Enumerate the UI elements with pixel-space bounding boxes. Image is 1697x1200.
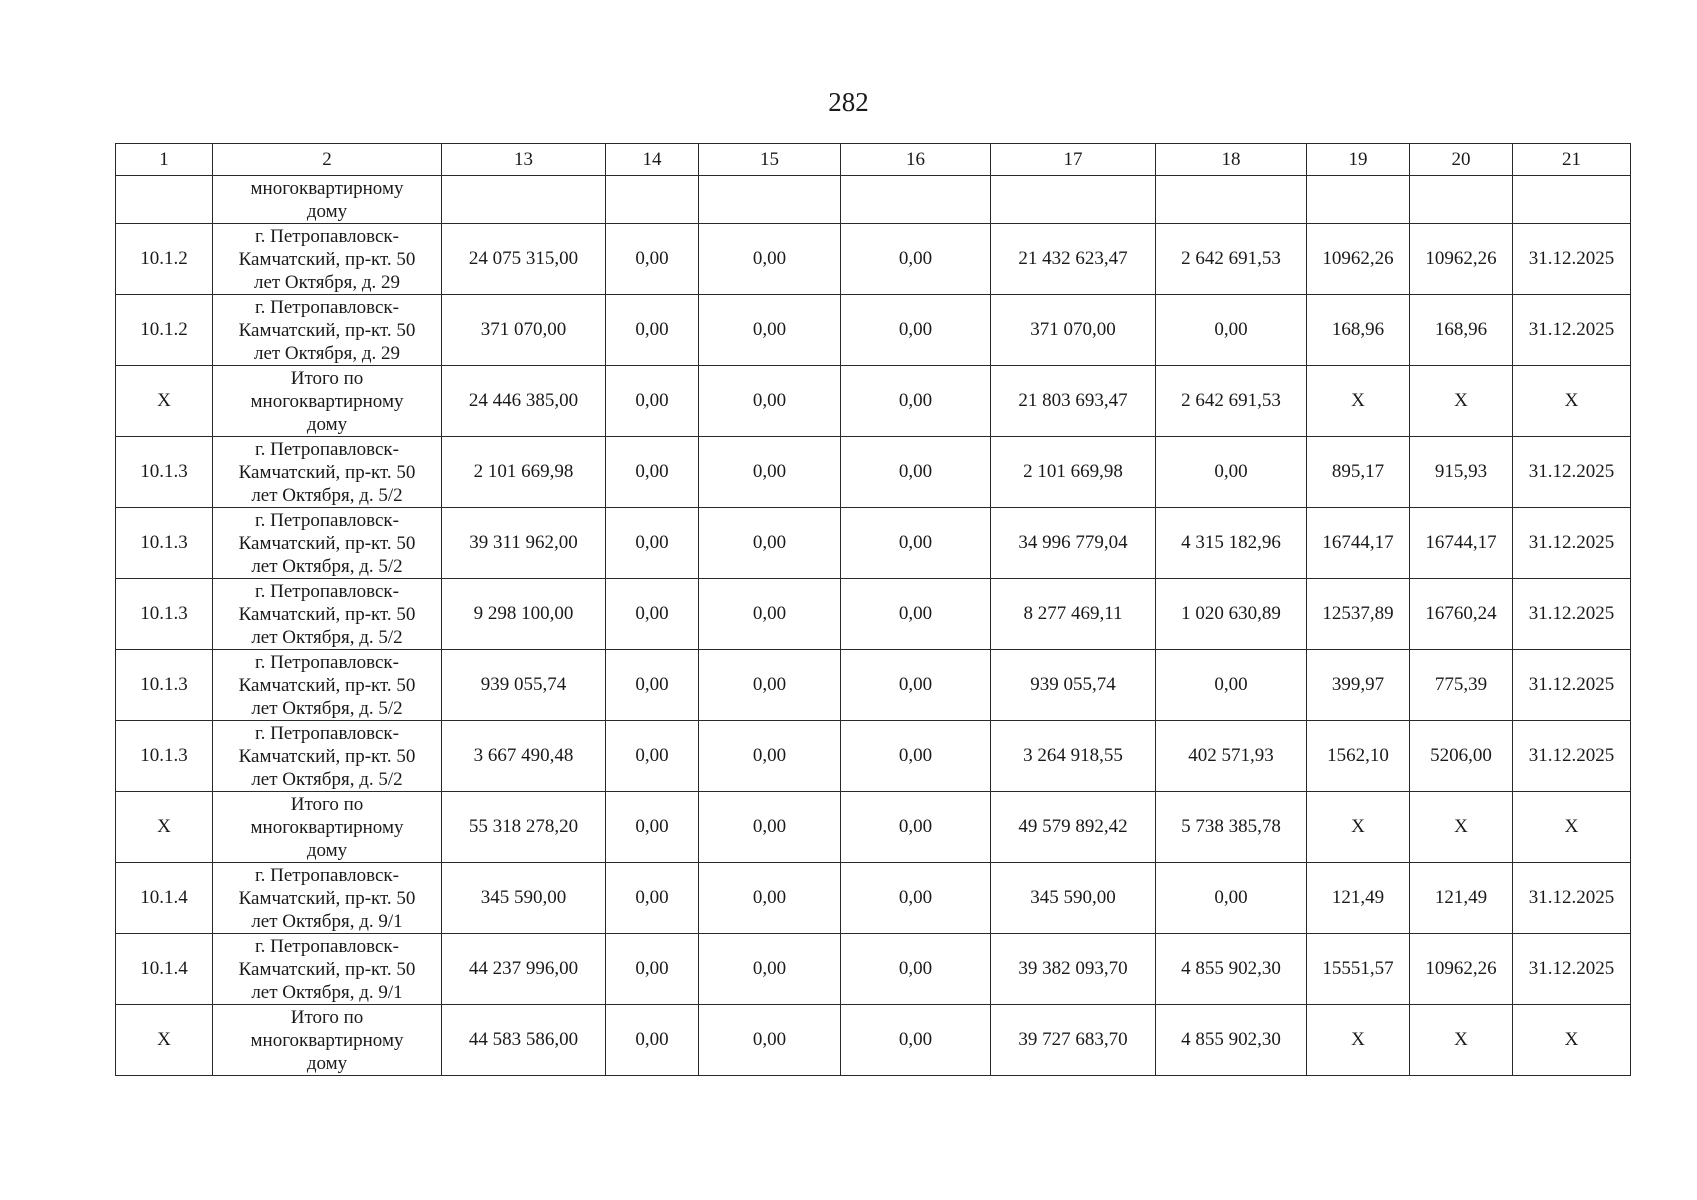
value-cell: 0,00: [606, 863, 699, 934]
address-cell: [213, 934, 442, 1005]
address-line: дому: [306, 1052, 348, 1074]
value-cell: 5 738 385,78: [1156, 792, 1307, 863]
row-number-cell: 10.1.2: [116, 295, 213, 366]
row-number-cell: 10.1.3: [116, 650, 213, 721]
table-row: [116, 366, 1631, 437]
value-cell: 0,00: [699, 508, 841, 579]
data-table: [115, 143, 1631, 1076]
address-line: лет Октября, д. 5/2: [251, 555, 403, 577]
address-line: лет Октября, д. 5/2: [251, 484, 403, 506]
value-cell: X: [1513, 792, 1631, 863]
value-cell: 0,00: [841, 579, 991, 650]
value-cell: 0,00: [841, 366, 991, 437]
value-cell: 0,00: [606, 1005, 699, 1076]
header-cell: 15: [699, 144, 841, 176]
address-line: Камчатский, пр-кт. 50: [238, 532, 416, 554]
value-cell: 49 579 892,42: [991, 792, 1156, 863]
address-line: Камчатский, пр-кт. 50: [238, 745, 416, 767]
value-cell: 4 855 902,30: [1156, 934, 1307, 1005]
address-line: лет Октября, д. 29: [253, 342, 401, 364]
value-cell: 0,00: [699, 863, 841, 934]
address-cell: [213, 295, 442, 366]
address-line: лет Октября, д. 9/1: [251, 981, 403, 1003]
row-number-cell: [116, 176, 213, 224]
header-cell: 13: [442, 144, 606, 176]
table-row: [116, 650, 1631, 721]
value-cell: 0,00: [606, 366, 699, 437]
address-cell: [213, 1005, 442, 1076]
header-cell: 19: [1307, 144, 1410, 176]
value-cell: 0,00: [841, 295, 991, 366]
value-cell: 168,96: [1410, 295, 1513, 366]
value-cell: 44 583 586,00: [442, 1005, 606, 1076]
value-cell: 5206,00: [1410, 721, 1513, 792]
value-cell: 21 803 693,47: [991, 366, 1156, 437]
value-cell: 10962,26: [1307, 224, 1410, 295]
address-line: многоквартирному: [250, 816, 404, 838]
value-cell: 0,00: [841, 863, 991, 934]
value-cell: 0,00: [1156, 863, 1307, 934]
address-line: многоквартирному: [250, 177, 404, 199]
value-cell: 34 996 779,04: [991, 508, 1156, 579]
header-cell: 17: [991, 144, 1156, 176]
address-line: Камчатский, пр-кт. 50: [238, 603, 416, 625]
value-cell: 0,00: [606, 721, 699, 792]
value-cell: 0,00: [606, 792, 699, 863]
value-cell: 0,00: [699, 934, 841, 1005]
row-number-cell: 10.1.4: [116, 934, 213, 1005]
value-cell: [606, 176, 699, 224]
address-cell: [213, 579, 442, 650]
header-cell: 20: [1410, 144, 1513, 176]
table-row: [116, 437, 1631, 508]
value-cell: 31.12.2025: [1513, 934, 1631, 1005]
address-line: Камчатский, пр-кт. 50: [238, 319, 416, 341]
address-line: Камчатский, пр-кт. 50: [238, 674, 416, 696]
address-line: г. Петропавловск-: [255, 722, 399, 744]
value-cell: 0,00: [606, 437, 699, 508]
address-line: г. Петропавловск-: [255, 651, 399, 673]
header-cell: 18: [1156, 144, 1307, 176]
value-cell: 4 315 182,96: [1156, 508, 1307, 579]
table-row: [116, 721, 1631, 792]
value-cell: 0,00: [841, 934, 991, 1005]
value-cell: 0,00: [841, 792, 991, 863]
row-number-cell: 10.1.2: [116, 224, 213, 295]
value-cell: [1513, 176, 1631, 224]
value-cell: 31.12.2025: [1513, 224, 1631, 295]
address-line: г. Петропавловск-: [255, 438, 399, 460]
address-line: многоквартирному: [250, 1029, 404, 1051]
value-cell: 939 055,74: [442, 650, 606, 721]
row-number-cell: 10.1.3: [116, 721, 213, 792]
value-cell: X: [1410, 366, 1513, 437]
value-cell: 345 590,00: [991, 863, 1156, 934]
address-cell: [213, 508, 442, 579]
row-number-cell: 10.1.3: [116, 508, 213, 579]
value-cell: 31.12.2025: [1513, 437, 1631, 508]
value-cell: 1 020 630,89: [1156, 579, 1307, 650]
table-row: [116, 934, 1631, 1005]
header-cell: 14: [606, 144, 699, 176]
address-line: Камчатский, пр-кт. 50: [238, 958, 416, 980]
address-line: Камчатский, пр-кт. 50: [238, 248, 416, 270]
address-line: многоквартирному: [250, 390, 404, 412]
value-cell: X: [1307, 1005, 1410, 1076]
address-line: лет Октября, д. 5/2: [251, 697, 403, 719]
value-cell: X: [1513, 366, 1631, 437]
value-cell: 371 070,00: [991, 295, 1156, 366]
value-cell: 4 855 902,30: [1156, 1005, 1307, 1076]
value-cell: 121,49: [1307, 863, 1410, 934]
value-cell: [1307, 176, 1410, 224]
value-cell: [1156, 176, 1307, 224]
address-cell: [213, 863, 442, 934]
value-cell: 915,93: [1410, 437, 1513, 508]
value-cell: 0,00: [606, 508, 699, 579]
value-cell: 0,00: [841, 224, 991, 295]
value-cell: [1410, 176, 1513, 224]
address-line: Камчатский, пр-кт. 50: [238, 887, 416, 909]
value-cell: 0,00: [699, 650, 841, 721]
table-row: [116, 1005, 1631, 1076]
address-line: г. Петропавловск-: [255, 580, 399, 602]
value-cell: 371 070,00: [442, 295, 606, 366]
value-cell: 15551,57: [1307, 934, 1410, 1005]
value-cell: 0,00: [699, 721, 841, 792]
table-row: [116, 176, 1631, 224]
address-cell: [213, 650, 442, 721]
row-number-cell: X: [116, 1005, 213, 1076]
value-cell: X: [1307, 366, 1410, 437]
value-cell: 0,00: [699, 792, 841, 863]
address-line: г. Петропавловск-: [255, 509, 399, 531]
value-cell: 0,00: [699, 224, 841, 295]
value-cell: 168,96: [1307, 295, 1410, 366]
address-line: г. Петропавловск-: [255, 935, 399, 957]
value-cell: 0,00: [841, 508, 991, 579]
value-cell: 55 318 278,20: [442, 792, 606, 863]
value-cell: 31.12.2025: [1513, 508, 1631, 579]
row-number-cell: 10.1.4: [116, 863, 213, 934]
value-cell: 2 642 691,53: [1156, 366, 1307, 437]
address-line: г. Петропавловск-: [255, 225, 399, 247]
value-cell: 16760,24: [1410, 579, 1513, 650]
value-cell: 39 382 093,70: [991, 934, 1156, 1005]
row-number-cell: X: [116, 366, 213, 437]
value-cell: 0,00: [606, 579, 699, 650]
address-line: Итого по: [290, 367, 364, 389]
header-cell: 16: [841, 144, 991, 176]
row-number-cell: 10.1.3: [116, 579, 213, 650]
row-number-cell: 10.1.3: [116, 437, 213, 508]
address-cell: [213, 224, 442, 295]
address-line: г. Петропавловск-: [255, 296, 399, 318]
value-cell: 31.12.2025: [1513, 650, 1631, 721]
value-cell: 895,17: [1307, 437, 1410, 508]
address-cell: [213, 437, 442, 508]
address-cell: [213, 176, 442, 224]
value-cell: 0,00: [699, 437, 841, 508]
value-cell: 39 311 962,00: [442, 508, 606, 579]
address-line: Итого по: [290, 793, 364, 815]
header-cell: 2: [213, 144, 442, 176]
value-cell: 31.12.2025: [1513, 863, 1631, 934]
value-cell: 402 571,93: [1156, 721, 1307, 792]
value-cell: 0,00: [841, 650, 991, 721]
value-cell: [699, 176, 841, 224]
value-cell: 31.12.2025: [1513, 295, 1631, 366]
value-cell: 39 727 683,70: [991, 1005, 1156, 1076]
address-line: лет Октября, д. 5/2: [251, 626, 403, 648]
table-row: [116, 792, 1631, 863]
value-cell: 121,49: [1410, 863, 1513, 934]
table-row: [116, 579, 1631, 650]
value-cell: X: [1513, 1005, 1631, 1076]
address-line: г. Петропавловск-: [255, 864, 399, 886]
address-line: дому: [306, 200, 348, 222]
value-cell: [841, 176, 991, 224]
address-cell: [213, 792, 442, 863]
value-cell: 0,00: [1156, 650, 1307, 721]
header-cell: 21: [1513, 144, 1631, 176]
value-cell: 10962,26: [1410, 934, 1513, 1005]
value-cell: 399,97: [1307, 650, 1410, 721]
address-line: лет Октября, д. 29: [253, 271, 401, 293]
value-cell: 0,00: [606, 295, 699, 366]
value-cell: 1562,10: [1307, 721, 1410, 792]
row-number-cell: X: [116, 792, 213, 863]
value-cell: 0,00: [606, 934, 699, 1005]
value-cell: 939 055,74: [991, 650, 1156, 721]
address-cell: [213, 366, 442, 437]
table-row: [116, 863, 1631, 934]
value-cell: 0,00: [841, 721, 991, 792]
value-cell: X: [1307, 792, 1410, 863]
value-cell: 2 101 669,98: [991, 437, 1156, 508]
value-cell: 21 432 623,47: [991, 224, 1156, 295]
page-number: 282: [828, 87, 869, 117]
address-cell: [213, 721, 442, 792]
value-cell: 9 298 100,00: [442, 579, 606, 650]
value-cell: [442, 176, 606, 224]
value-cell: 0,00: [699, 366, 841, 437]
value-cell: 44 237 996,00: [442, 934, 606, 1005]
address-line: Итого по: [290, 1006, 364, 1028]
header-cell: 1: [116, 144, 213, 176]
value-cell: 10962,26: [1410, 224, 1513, 295]
header-row: [116, 144, 1631, 176]
value-cell: 0,00: [841, 1005, 991, 1076]
value-cell: 345 590,00: [442, 863, 606, 934]
value-cell: 0,00: [699, 579, 841, 650]
address-line: дому: [306, 413, 348, 435]
value-cell: 3 264 918,55: [991, 721, 1156, 792]
table-row: [116, 508, 1631, 579]
value-cell: 0,00: [699, 1005, 841, 1076]
table-row: [116, 224, 1631, 295]
value-cell: 2 101 669,98: [442, 437, 606, 508]
value-cell: 8 277 469,11: [991, 579, 1156, 650]
value-cell: 24 075 315,00: [442, 224, 606, 295]
value-cell: 0,00: [606, 650, 699, 721]
address-line: лет Октября, д. 5/2: [251, 768, 403, 790]
value-cell: 24 446 385,00: [442, 366, 606, 437]
value-cell: 775,39: [1410, 650, 1513, 721]
value-cell: 31.12.2025: [1513, 579, 1631, 650]
value-cell: 0,00: [1156, 295, 1307, 366]
value-cell: X: [1410, 792, 1513, 863]
address-line: лет Октября, д. 9/1: [251, 910, 403, 932]
value-cell: [991, 176, 1156, 224]
value-cell: 0,00: [1156, 437, 1307, 508]
value-cell: 0,00: [606, 224, 699, 295]
address-line: Камчатский, пр-кт. 50: [238, 461, 416, 483]
value-cell: 0,00: [699, 295, 841, 366]
value-cell: 12537,89: [1307, 579, 1410, 650]
value-cell: 16744,17: [1410, 508, 1513, 579]
address-line: дому: [306, 839, 348, 861]
value-cell: 3 667 490,48: [442, 721, 606, 792]
table-row: [116, 295, 1631, 366]
value-cell: 0,00: [841, 437, 991, 508]
value-cell: 31.12.2025: [1513, 721, 1631, 792]
value-cell: 16744,17: [1307, 508, 1410, 579]
value-cell: 2 642 691,53: [1156, 224, 1307, 295]
value-cell: X: [1410, 1005, 1513, 1076]
